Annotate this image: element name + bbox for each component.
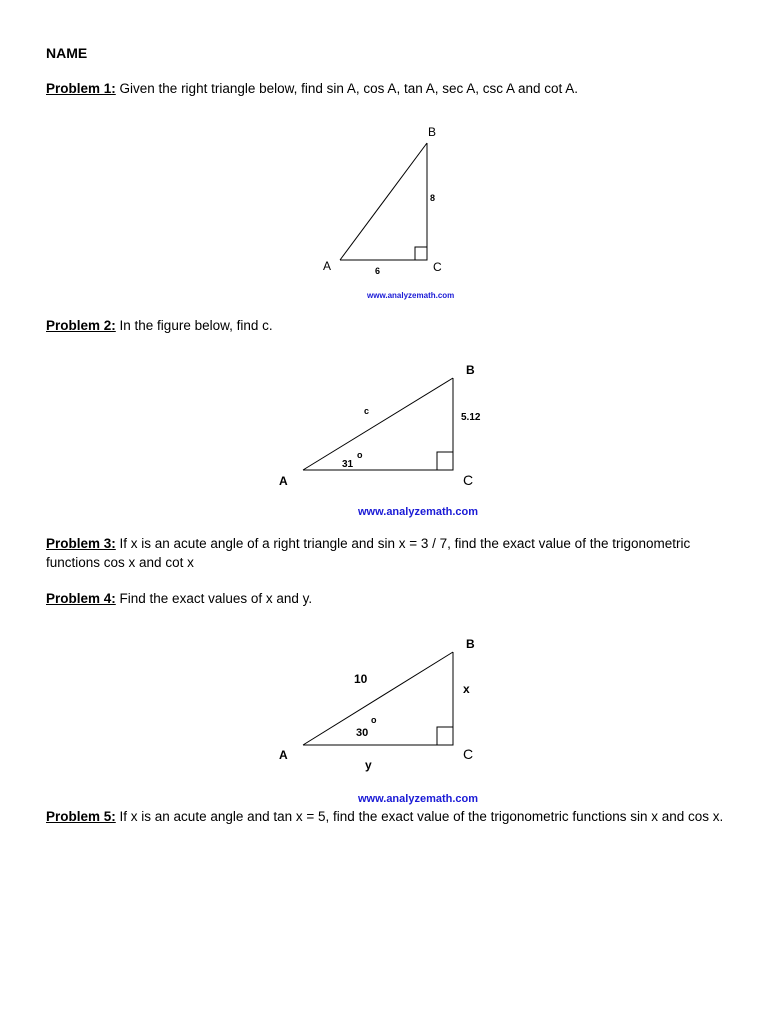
problem-1 (46, 79, 726, 98)
problem-4 (46, 589, 726, 608)
fig2-hypotenuse-label: c (364, 406, 370, 416)
fig1-side-bc-label: 8 (430, 193, 436, 203)
figure-2-triangle (0, 355, 768, 525)
fig2-degree-mark: o (357, 450, 363, 460)
problem-1-label: Problem 1: (46, 81, 116, 96)
fig3-side-bc-label: x (463, 682, 470, 696)
fig1-right-angle-mark (415, 247, 427, 260)
fig1-side-ac-label: 6 (375, 266, 381, 276)
fig3-watermark: www.analyzemath.com (358, 793, 479, 805)
fig3-hypotenuse-label: 10 (354, 672, 368, 686)
fig2-side-bc-label: 5.12 (461, 412, 481, 423)
problem-1-text: Given the right triangle below, find sin A, cos A, tan A, sec A, csc A and cot A. (115, 81, 579, 96)
fig2-hypotenuse (303, 378, 453, 470)
fig2-right-angle-mark (437, 452, 453, 470)
fig3-side-ac-label: y (365, 758, 372, 772)
problem-3 (46, 534, 726, 572)
fig3-label-a: A (279, 748, 288, 762)
figure-1-triangle (0, 118, 768, 308)
problem-5-label: Problem 5: (46, 809, 116, 824)
fig2-watermark: www.analyzemath.com (358, 506, 479, 518)
problem-5 (46, 807, 726, 826)
fig2-label-b: B (466, 363, 475, 377)
fig1-label-a: A (323, 259, 332, 273)
problem-2-label: Problem 2: (46, 318, 116, 333)
problem-3-label: Problem 3: (46, 536, 116, 551)
fig3-right-angle-mark (437, 727, 453, 745)
fig2-label-a: A (279, 474, 288, 488)
fig1-label-b: B (428, 125, 437, 139)
problem-5-text: If x is an acute angle and tan x = 5, find the exact value of the trigonometric functions sin x and cos x. (115, 809, 724, 824)
fig3-angle-label: 30 (356, 727, 369, 739)
fig3-label-b: B (466, 637, 475, 651)
name-field-label: NAME (46, 45, 88, 61)
fig3-hypotenuse (303, 652, 453, 745)
fig2-label-c: C (463, 472, 474, 488)
problem-4-text: Find the exact values of x and y. (115, 591, 313, 606)
problem-2-text: In the figure below, find c. (115, 318, 273, 333)
problem-4-label: Problem 4: (46, 591, 116, 606)
fig3-degree-mark: o (371, 715, 377, 725)
fig2-angle-label: 31 (342, 459, 354, 470)
fig1-label-c: C (433, 260, 442, 274)
figure-3-triangle (0, 630, 768, 810)
problem-2 (46, 316, 726, 335)
fig3-label-c: C (463, 746, 474, 762)
fig1-watermark: www.analyzemath.com (367, 291, 455, 300)
problem-3-text: If x is an acute angle of a right triangle and sin x = 3 / 7, find the exact value of the trigonometric functions cos x and cot x (46, 536, 691, 570)
fig1-hypotenuse (340, 143, 427, 260)
